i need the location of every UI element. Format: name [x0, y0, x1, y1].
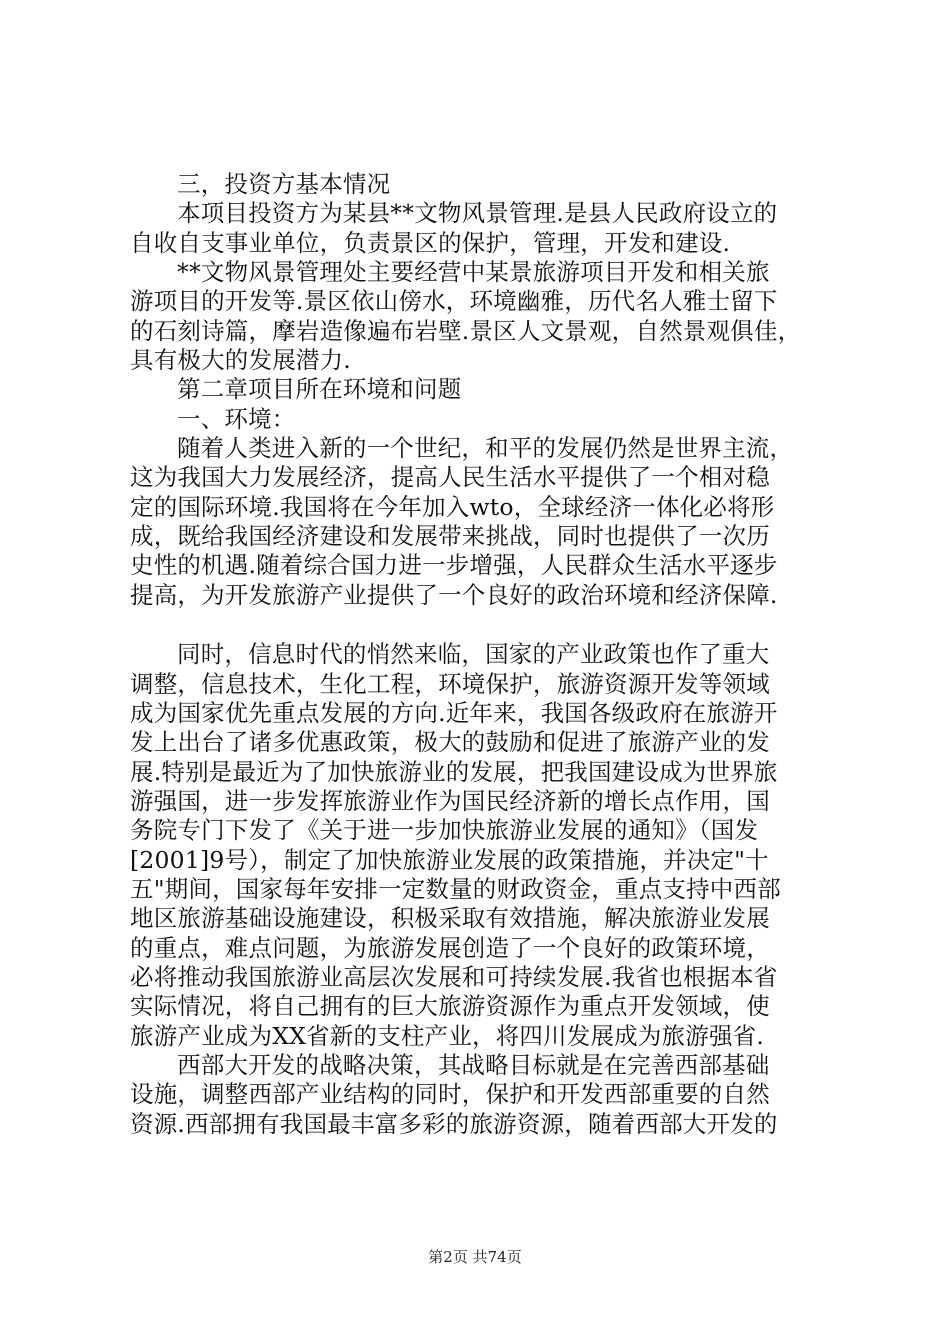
paragraph-line: 务院专门下发了《关于进一步加快旅游业发展的通知》（国发 [130, 816, 759, 845]
paragraph-line: 的石刻诗篇，摩岩造像遍布岩壁.景区人文景观，自然景观俱佳， [130, 316, 802, 345]
paragraph-line: 西部大开发的战略决策，其战略目标就是在完善西部基础 [177, 1050, 770, 1079]
paragraph-line: 实际情况，将自己拥有的巨大旅游资源作为重点开发领域，使 [130, 992, 770, 1021]
paragraph-line: 旅游产业成为XX省新的支柱产业，将四川发展成为旅游强省. [130, 1021, 765, 1050]
paragraph-line: 本项目投资方为某县**文物风景管理.是县人民政府设立的 [177, 199, 778, 228]
chapter-heading: 第二章项目所在环境和问题 [177, 375, 462, 404]
paragraph-line: 的重点，难点问题，为旅游发展创造了一个良好的政策环境， [130, 933, 770, 962]
paragraph-line: **文物风景管理处主要经营中某景旅游项目开发和相关旅 [177, 258, 770, 287]
paragraph-line: 必将推动我国旅游业高层次发展和可持续发展.我省也根据本省 [130, 962, 778, 991]
paragraph-line: 调整，信息技术，生化工程，环境保护，旅游资源开发等领域 [130, 669, 770, 698]
paragraph-line: 游项目的开发等.景区依山傍水，环境幽雅，历代名人雅士留下 [130, 287, 778, 316]
paragraph-line: 成，既给我国经济建设和发展带来挑战，同时也提供了一次历 [130, 522, 770, 551]
paragraph-line: 五"期间，国家每年安排一定数量的财政资金，重点支持中西部 [130, 874, 781, 903]
section-heading: 三，投资方基本情况 [177, 170, 391, 198]
document-body [130, 170, 835, 1139]
subsection-heading: 一、环境： [177, 404, 296, 433]
paragraph-line: 设施，调整西部产业结构的同时，保护和开发西部重要的自然 [130, 1080, 770, 1109]
paragraph-line: 史性的机遇.随着综合国力进一步增强，人民群众生活水平逐步 [130, 551, 778, 580]
paragraph-line: 成为国家优先重点发展的方向.近年来，我国各级政府在旅游开 [130, 698, 778, 727]
paragraph-line: 自收自支事业单位，负责景区的保护，管理，开发和建设. [130, 228, 731, 257]
paragraph-line: 具有极大的发展潜力. [130, 346, 351, 375]
paragraph-line: 定的国际环境.我国将在今年加入wto，全球经济一体化必将形 [130, 492, 775, 521]
paragraph-line: 提高，为开发旅游产业提供了一个良好的政治环境和经济保障. [130, 580, 778, 609]
paragraph-line: 随着人类进入新的一个世纪，和平的发展仍然是世界主流， [177, 434, 794, 463]
paragraph-line: 游强国，进一步发挥旅游业作为国民经济新的增长点作用，国 [130, 786, 770, 815]
paragraph-line: 地区旅游基础设施建设，积极采取有效措施，解决旅游业发展 [130, 904, 770, 933]
paragraph-line: 资源.西部拥有我国最丰富多彩的旅游资源，随着西部大开发的 [130, 1109, 778, 1138]
paragraph-line: 展.特别是最近为了加快旅游业的发展，把我国建设成为世界旅 [130, 757, 778, 786]
paragraph-line: 同时，信息时代的悄然来临，国家的产业政策也作了重大 [177, 640, 770, 669]
page-number-footer: 第2页 共74页 [428, 1248, 522, 1266]
paragraph-line: [2001]9号），制定了加快旅游业发展的政策措施，并决定"十 [130, 845, 769, 874]
paragraph-line: 发上出台了诸多优惠政策，极大的鼓励和促进了旅游产业的发 [130, 728, 770, 757]
paragraph-line: 这为我国大力发展经济，提高人民生活水平提供了一个相对稳 [130, 463, 770, 492]
paragraph-spacer [130, 610, 835, 640]
